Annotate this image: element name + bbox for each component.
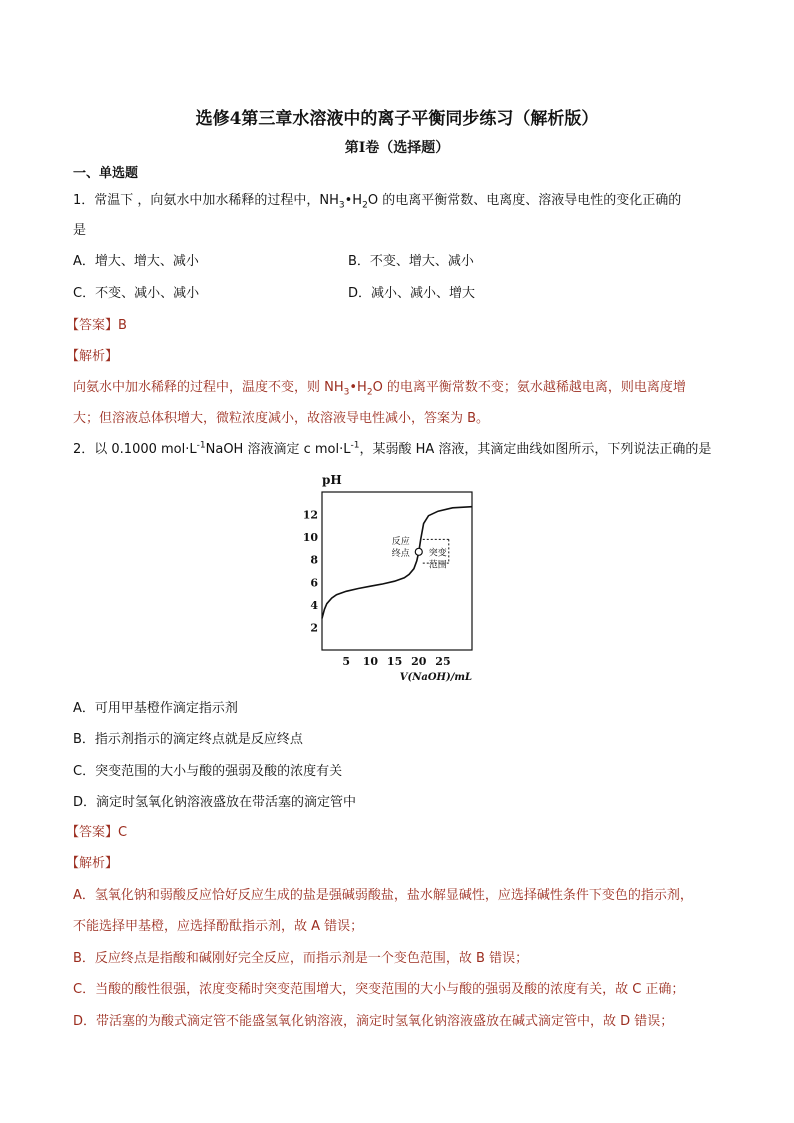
x-tick-label: 5 (342, 655, 351, 668)
q2-analysis-c: C．当酸的酸性很强，浓度变稀时突变范围增大，突变范围的大小与酸的强弱及酸的浓度有关，故 C 正确； (73, 982, 685, 997)
titration-curve-line (322, 507, 472, 619)
q2-analysis-d: D．带活塞的为酸式滴定管不能盛氢氧化钠溶液，滴定时氢氧化钠溶液盛放在碱式滴定管中，故 D 错误； (73, 1014, 674, 1029)
q2-answer: 【答案】C (66, 825, 128, 840)
y-tick-label: 2 (310, 621, 318, 635)
q2-option-d: D．滴定时氢氧化钠溶液盛放在带活塞的滴定管中 (73, 795, 357, 810)
x-tick-label: 20 (411, 655, 427, 668)
q1-analysis-label: 【解析】 (66, 349, 119, 364)
y-tick-label: 4 (310, 598, 318, 612)
y-tick-label: 8 (310, 553, 318, 567)
q2-analysis-a-line2: 不能选择甲基橙，应选择酚酞指示剂，故 A 错误； (73, 919, 364, 934)
q1-option-b: B．不变、增大、减小 (348, 254, 474, 269)
y-axis-label: pH (322, 473, 342, 487)
q1-stem-line2: 是 (73, 223, 87, 238)
q1-option-a: A．增大、增大、减小 (73, 254, 199, 269)
jump-range-label: 范围 (428, 560, 447, 571)
q1-analysis-line2: 大；但溶液总体积增大，微粒浓度减小，故溶液导电性减小，答案为 B。 (73, 411, 490, 426)
q2-analysis-label: 【解析】 (66, 856, 119, 871)
endpoint-label: 反应 (391, 536, 410, 547)
y-tick-label: 12 (302, 508, 318, 522)
section-heading: 一、单选题 (73, 166, 139, 181)
endpoint-label: 终点 (391, 548, 410, 559)
endpoint-marker (415, 548, 422, 555)
q1-analysis-line1: 向氨水中加水稀释的过程中，温度不变，则 $NH_3•H_2O$ 的电离平衡常数不变；氨水越稀越电离，则电离度增 (73, 380, 686, 398)
q2-stem: 2．以 0.1000 $mol\cdot L^{-1}NaOH$ 溶液滴定 c $mol\cdot L^{-1}$，某弱酸 HA 溶液，其滴定曲线如图所示，下列说法正确的是 (73, 440, 712, 457)
q2-option-a: A．可用甲基橙作滴定指示剂 (73, 701, 238, 716)
plot-frame (322, 492, 472, 650)
x-tick-label: 15 (386, 655, 403, 668)
y-tick-label: 10 (302, 531, 318, 545)
q2-option-b: B．指示剂指示的滴定终点就是反应终点 (73, 732, 303, 747)
q1-stem-line1: 1．常温下 ，向氨水中加水稀释的过程中，$NH_3•H_2O$ 的电离平衡常数、电离度、溶液导电性的变化正确的 (73, 193, 682, 211)
x-axis-label: V(NaOH)/mL (399, 672, 472, 682)
page-subtitle: 第I卷（选择题） (344, 140, 450, 156)
x-tick-label: 10 (362, 655, 379, 668)
q1-option-d: D．减小、减小、增大 (348, 286, 476, 301)
q2-analysis-a-line1: A．氢氧化钠和弱酸反应恰好反应生成的盐是强碱弱酸盐，盐水解显碱性，应选择碱性条件下变色的指示剂， (73, 888, 693, 903)
y-tick-label: 6 (310, 576, 318, 590)
page-title: 选修4第三章水溶液中的离子平衡同步练习（解析版） (195, 109, 599, 129)
q1-option-c: C．不变、减小、减小 (73, 286, 200, 301)
titration-curve-chart (300, 462, 500, 682)
jump-range-label: 突变 (428, 548, 447, 559)
q1-answer: 【答案】B (66, 318, 127, 333)
q2-option-c: C．突变范围的大小与酸的强弱及酸的浓度有关 (73, 764, 343, 779)
q2-analysis-b: B．反应终点是指酸和碱刚好完全反应，而指示剂是一个变色范围，故 B 错误； (73, 951, 529, 966)
x-tick-label: 25 (435, 655, 451, 668)
